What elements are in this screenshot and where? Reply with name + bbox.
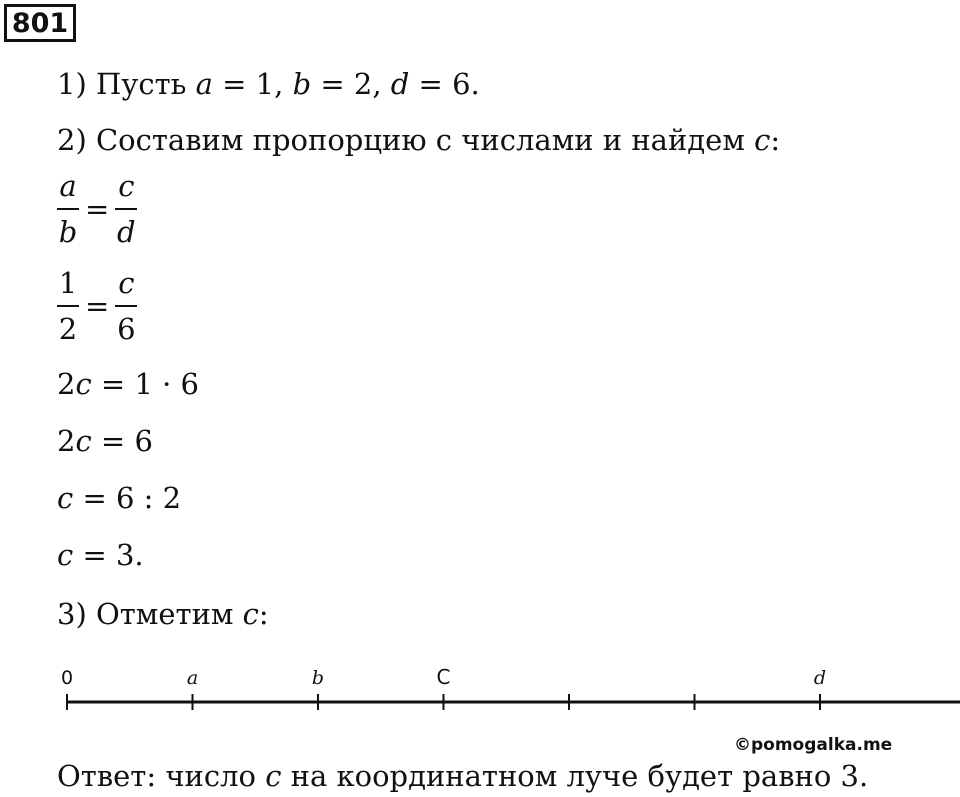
problem-number: 801 [4,4,76,42]
step-2-text: 2) Составим пропорцию с числами и найдем [57,123,755,157]
number-line-label: C [436,665,451,689]
step-1-eq3: = 6. [409,67,480,101]
answer-post: на координатном луче будет равно 3. [281,759,869,793]
equals-sign: = [85,192,110,226]
var-b: b [292,67,312,101]
solve-line [57,537,144,573]
number-line-label: a [186,667,199,689]
step-1-eq1: = 1, [212,67,293,101]
solve-var: c [57,538,74,572]
solve-line [57,366,199,402]
solve-post: = 6 : 2 [73,481,182,515]
var-a: a [195,67,213,101]
step-3-colon: : [258,597,269,631]
watermark: ©pomogalka.me [734,735,893,755]
solve-line [57,480,181,516]
solve-var: c [75,424,92,458]
number-line-svg [0,650,960,730]
step-3-line [57,596,269,632]
fraction-numerator: a [59,169,77,203]
equals-sign: = [85,289,110,323]
step-2-var: c [754,123,771,157]
solve-post: = 1 · 6 [91,367,199,401]
number-line-label: d [813,667,827,689]
fraction-denominator: d [117,215,136,249]
answer-var: c [265,759,282,793]
solve-pre: 2 [57,424,76,458]
step-3-text: 3) Отметим [57,597,243,631]
proportion-numeric [57,265,137,347]
var-d: d [390,67,410,101]
step-2-line [57,122,780,158]
answer-pre: Ответ: число [57,759,266,793]
solve-post: = 6 [91,424,153,458]
fraction-denominator: b [58,215,78,249]
solve-line [57,423,153,459]
step-1-prefix: 1) Пусть [57,67,196,101]
number-line-label: b [311,667,325,689]
step-1-line [57,66,480,102]
fraction-bar [115,305,137,307]
fraction-c-over-d [115,168,137,250]
solve-var: c [57,481,74,515]
solve-post: = 3. [73,538,144,572]
fraction-denominator: 2 [58,312,78,346]
solve-var: c [75,367,92,401]
fraction-bar [57,208,79,210]
fraction-bar [57,305,79,307]
fraction-denominator: 6 [117,312,136,346]
step-2-colon: : [770,123,781,157]
solve-pre: 2 [57,367,76,401]
fraction-numerator: c [118,266,135,300]
answer-line [57,758,868,794]
fraction-c-over-6 [115,265,137,347]
fraction-numerator: c [118,169,135,203]
number-line [0,650,960,730]
proportion-general [57,168,137,250]
fraction-bar [115,208,137,210]
fraction-a-over-b [57,168,79,250]
step-1-eq2: = 2, [311,67,391,101]
number-line-label: 0 [60,667,74,689]
step-3-var: c [242,597,259,631]
fraction-1-over-2 [57,265,79,347]
fraction-numerator: 1 [58,266,78,300]
